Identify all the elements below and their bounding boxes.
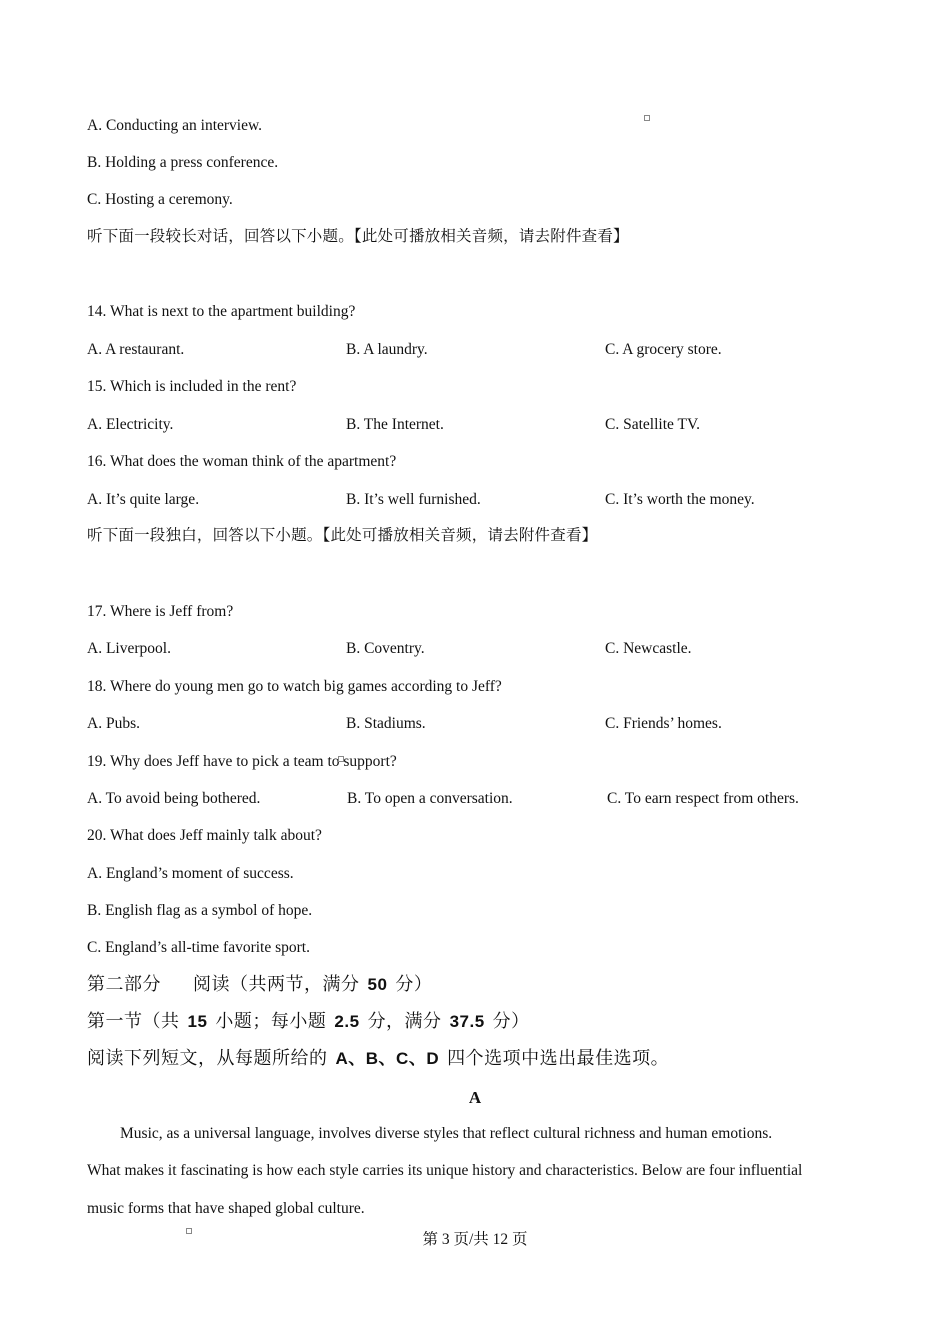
q13-option-c: C. Hosting a ceremony. [87, 191, 233, 208]
part2-heading [87, 974, 432, 995]
part2-name: 阅读（共两节，满分 [193, 974, 360, 994]
q16-option-c: C. It’s worth the money. [605, 491, 755, 508]
page-footer: 第 3 页/共 12 页 [422, 1231, 528, 1248]
q13-option-a: A. Conducting an interview. [87, 117, 263, 134]
section1-each: 2.5 [334, 1012, 360, 1031]
instruction-monologue: 听下面一段独白，回答以下小题。【此处可播放相关音频，请去附件查看】 [87, 527, 598, 544]
reading-instruction-prefix: 阅读下列短文，从每题所给的 [87, 1048, 328, 1068]
section1-total: 37.5 [449, 1012, 485, 1031]
q19-option-c: C. To earn respect from others. [607, 790, 799, 807]
q15-option-a: A. Electricity. [87, 416, 174, 433]
section1-heading [87, 1011, 530, 1032]
marker-dot [644, 115, 650, 121]
q16-option-b: B. It’s well furnished. [346, 491, 481, 508]
q17-option-a: A. Liverpool. [87, 640, 171, 657]
q20-stem: 20. What does Jeff mainly talk about? [87, 827, 322, 844]
q14-option-c: C. A grocery store. [605, 341, 722, 358]
q14-option-a: A. A restaurant. [87, 341, 185, 358]
q20-option-b: B. English flag as a symbol of hope. [87, 902, 313, 919]
instruction-long-dialogue: 听下面一段较长对话，回答以下小题。【此处可播放相关音频，请去附件查看】 [87, 228, 629, 245]
q18-stem: 18. Where do young men go to watch big games according to Jeff? [87, 678, 502, 695]
q15-stem: 15. Which is included in the rent? [87, 378, 297, 395]
section1-prefix: 第一节（共 [87, 1011, 180, 1031]
reading-instruction-suffix: 四个选项中选出最佳选项。 [447, 1048, 670, 1068]
q20-option-c: C. England’s all-time favorite sport. [87, 939, 310, 956]
q19-stem: 19. Why does Jeff have to pick a team to support? [87, 753, 397, 770]
q18-option-c: C. Friends’ homes. [605, 715, 722, 732]
part2-score: 50 [367, 975, 388, 994]
q14-stem: 14. What is next to the apartment building? [87, 303, 356, 320]
marker-dot [338, 756, 344, 762]
q17-option-b: B. Coventry. [346, 640, 425, 657]
q16-option-a: A. It’s quite large. [87, 491, 200, 508]
q14-option-b: B. A laundry. [346, 341, 428, 358]
passage-a-line-2: What makes it fascinating is how each style carries its unique history and characteristics. Below are four influential [87, 1162, 803, 1179]
q15-option-b: B. The Internet. [346, 416, 444, 433]
passage-a-line-3: music forms that have shaped global culture. [87, 1200, 365, 1217]
reading-instruction [87, 1048, 669, 1069]
q16-stem: 16. What does the woman think of the apartment? [87, 453, 397, 470]
q18-option-a: A. Pubs. [87, 715, 140, 732]
q19-option-b: B. To open a conversation. [347, 790, 513, 807]
q15-option-c: C. Satellite TV. [605, 416, 701, 433]
section1-count: 15 [187, 1012, 208, 1031]
q17-option-c: C. Newcastle. [605, 640, 692, 657]
section1-mid2: 分，满分 [367, 1011, 442, 1031]
reading-instruction-options: A、B、C、D [335, 1049, 440, 1068]
part2-suffix: 分） [395, 974, 433, 994]
q19-option-a: A. To avoid being bothered. [87, 790, 261, 807]
q17-stem: 17. Where is Jeff from? [87, 603, 234, 620]
section1-mid1: 小题；每小题 [215, 1011, 327, 1031]
section1-suffix: 分） [492, 1011, 530, 1031]
q20-option-a: A. England’s moment of success. [87, 865, 294, 882]
q18-option-b: B. Stadiums. [346, 715, 426, 732]
passage-a-title: A [468, 1088, 482, 1107]
passage-a-line-1: Music, as a universal language, involves diverse styles that reflect cultural richness and human emotions. [120, 1125, 773, 1142]
q13-option-b: B. Holding a press conference. [87, 154, 279, 171]
part2-prefix: 第二部分 [87, 974, 161, 994]
